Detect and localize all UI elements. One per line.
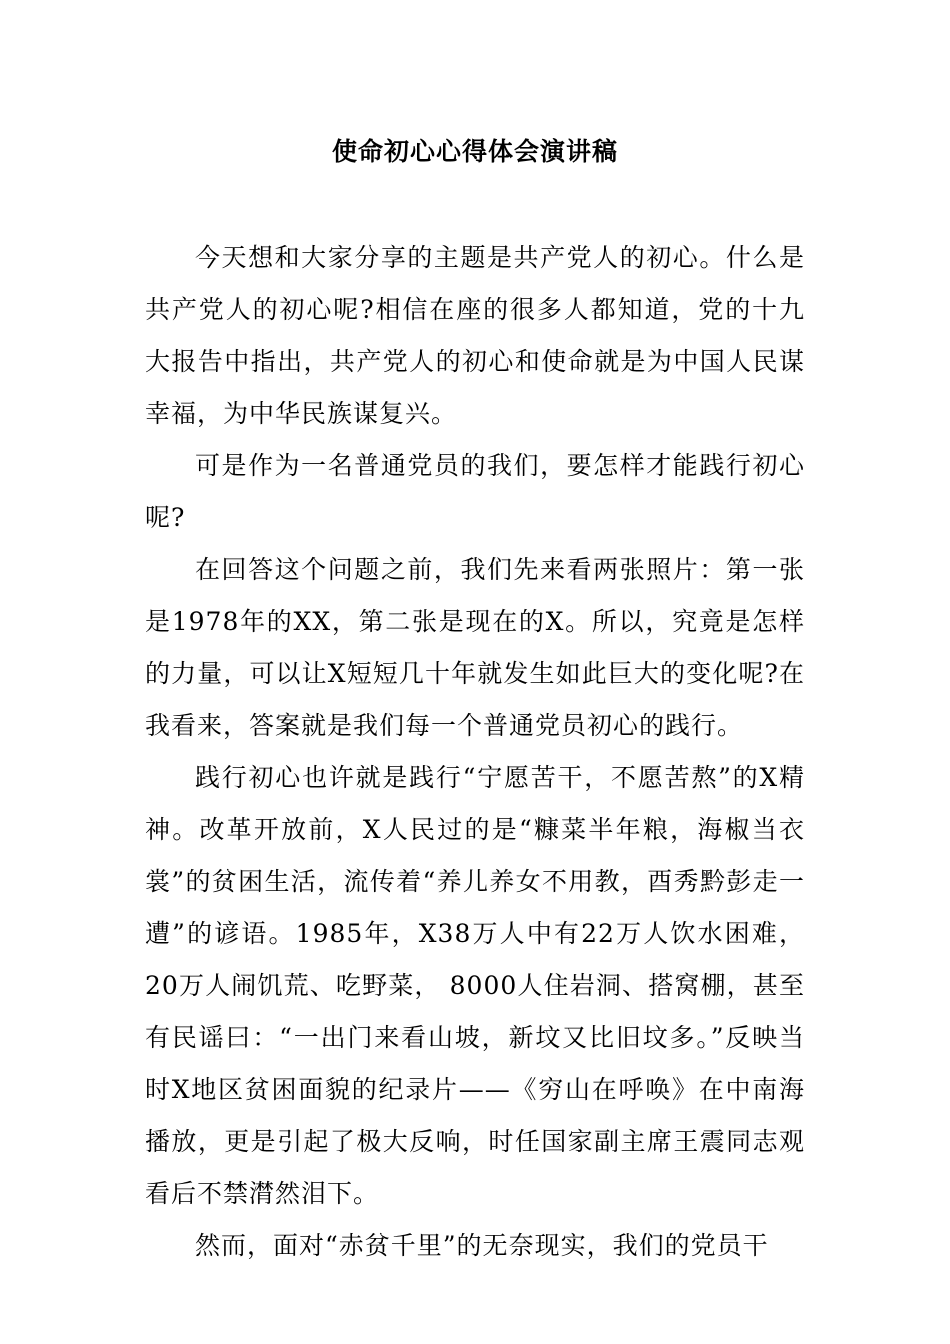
document-body (145, 232, 805, 1272)
paragraph-4: 践行初心也许就是践行“宁愿苦干，不愿苦熬”的X精神。改革开放前，X人民过的是“糠菜半年粮，海椒当衣裳”的贫困生活，流传着“养儿养女不用教，酉秀黔彭走一遭”的谚语。1985年，X38万人中有22万人饮水困难，20万人闹饥荒、吃野菜， 8000人住岩洞、搭窝棚，甚至有民谣曰：“一出门来看山坡，新坟又比旧坟多。”反映当时X地区贫困面貌的纪录片——《穷山在呼唤》在中南海播放，更是引起了极大反响，时任国家副主席王震同志观看后不禁潸然泪下。 (145, 763, 805, 1208)
document-title: 使命初心心得体会演讲稿 (331, 137, 618, 166)
paragraph-3: 在回答这个问题之前，我们先来看两张照片：第一张是1978年的XX，第二张是现在的X。所以，究竟是怎样的力量，可以让X短短几十年就发生如此巨大的变化呢?在我看来，答案就是我们每一个普通党员初心的践行。 (145, 555, 805, 740)
paragraph-1: 今天想和大家分享的主题是共产党人的初心。什么是共产党人的初心呢?相信在座的很多人都知道，党的十九大报告中指出，共产党人的初心和使命就是为中国人民谋幸福，为中华民族谋复兴。 (145, 243, 805, 428)
paragraph-2: 可是作为一名普通党员的我们，要怎样才能践行初心呢? (145, 451, 805, 532)
paragraph-5: 然而，面对“赤贫千里”的无奈现实，我们的党员干 (195, 1231, 769, 1260)
